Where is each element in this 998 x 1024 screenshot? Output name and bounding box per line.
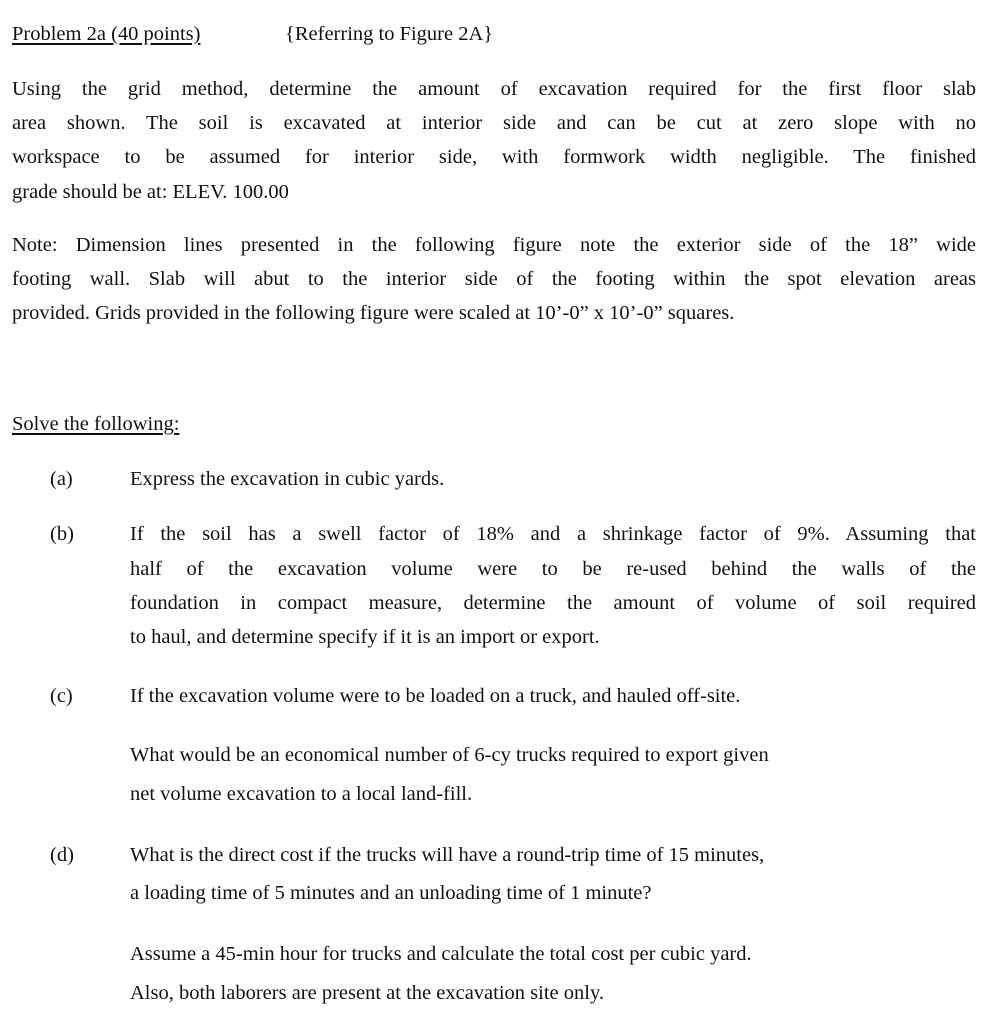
solve-heading: Solve the following: bbox=[12, 413, 180, 435]
item-d-line-2: a loading time of 5 minutes and an unloading time of 1 minute? bbox=[130, 882, 652, 904]
intro-line-1: Using the grid method, determine the amount of excavation required for the first floor slab bbox=[12, 78, 976, 100]
figure-reference: {Referring to Figure 2A} bbox=[285, 23, 494, 45]
item-b-line-4: to haul, and determine specify if it is an import or export. bbox=[130, 626, 600, 648]
note-line-3: provided. Grids provided in the following figure were scaled at 10’-0” x 10’-0” squares. bbox=[12, 302, 735, 324]
item-c-label: (c) bbox=[50, 685, 73, 707]
item-d-label: (d) bbox=[50, 844, 74, 866]
item-b-line-2: half of the excavation volume were to be re-used behind the walls of the bbox=[130, 558, 976, 580]
item-b-label: (b) bbox=[50, 523, 74, 545]
note-line-2: footing wall. Slab will abut to the interior side of the footing within the spot elevation areas bbox=[12, 268, 976, 290]
intro-line-4: grade should be at: ELEV. 100.00 bbox=[12, 181, 289, 203]
item-a-line-1: Express the excavation in cubic yards. bbox=[130, 468, 445, 490]
item-d-line-4: Also, both laborers are present at the excavation site only. bbox=[130, 982, 605, 1004]
item-c-line-3: net volume excavation to a local land-fill. bbox=[130, 783, 473, 805]
note-line-1: Note: Dimension lines presented in the following figure note the exterior side of the 18” wide bbox=[12, 234, 976, 256]
item-d-line-3: Assume a 45-min hour for trucks and calculate the total cost per cubic yard. bbox=[130, 943, 752, 965]
item-a-label: (a) bbox=[50, 468, 73, 490]
problem-title: Problem 2a (40 points) bbox=[12, 23, 201, 45]
item-b-line-3: foundation in compact measure, determine the amount of volume of soil required bbox=[130, 592, 976, 614]
item-c-line-1: If the excavation volume were to be loaded on a truck, and hauled off-site. bbox=[130, 685, 741, 707]
item-c-line-2: What would be an economical number of 6-cy trucks required to export given bbox=[130, 744, 769, 766]
item-d-line-1: What is the direct cost if the trucks will have a round-trip time of 15 minutes, bbox=[130, 844, 765, 866]
intro-line-3: workspace to be assumed for interior side, with formwork width negligible. The finished bbox=[12, 146, 976, 168]
intro-line-2: area shown. The soil is excavated at interior side and can be cut at zero slope with no bbox=[12, 112, 976, 134]
item-b-line-1: If the soil has a swell factor of 18% and a shrinkage factor of 9%. Assuming that bbox=[130, 523, 976, 545]
